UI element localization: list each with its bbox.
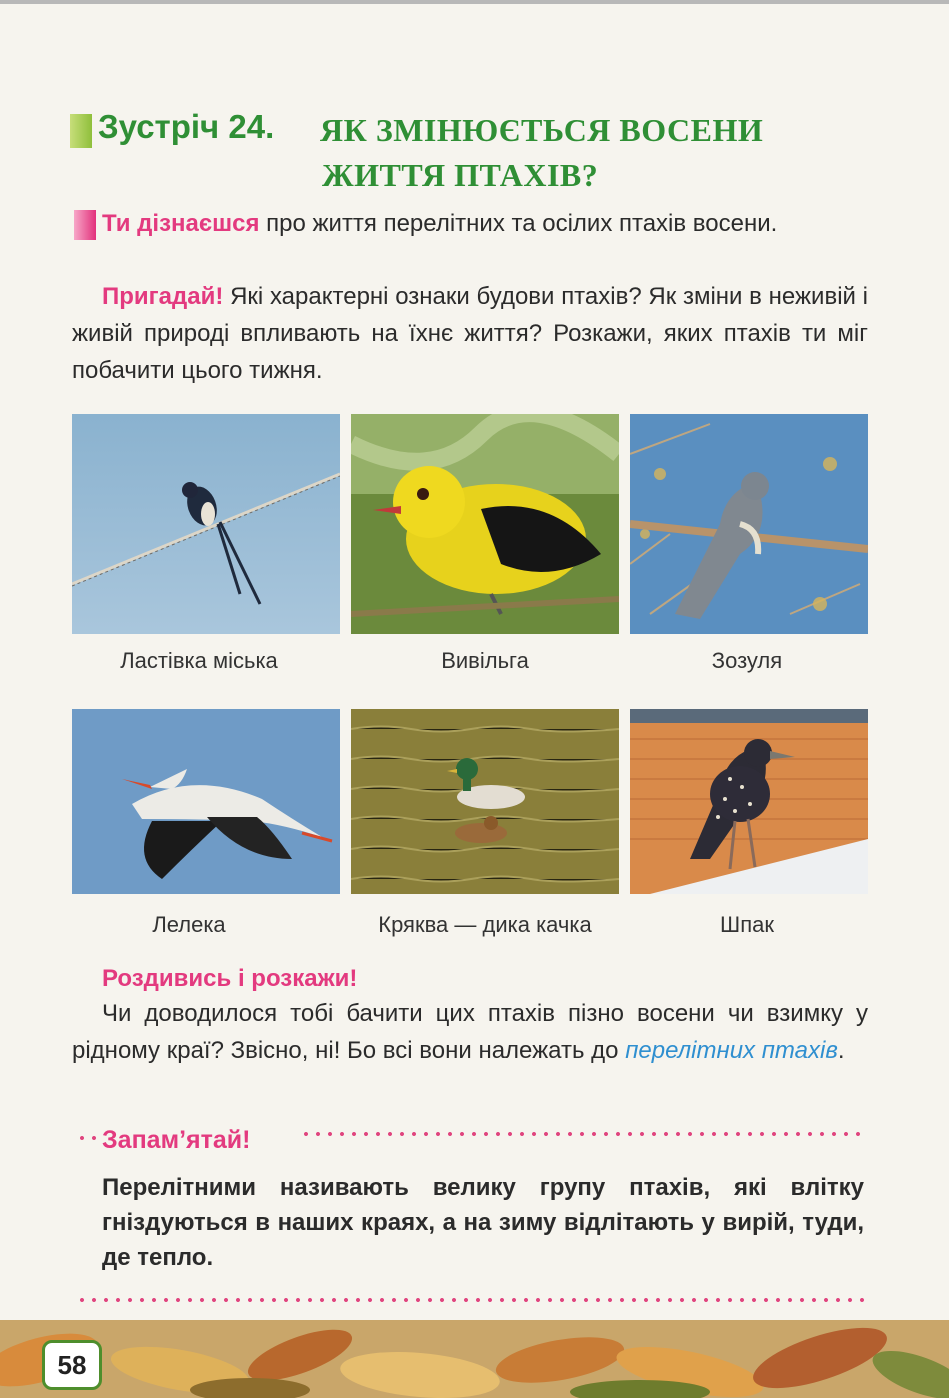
look-text: Чи доводилося тобі бачити цих птахів пізно восени чи взимку у рідному краї? Звісно, ні! Бо всі вони належать до (72, 1000, 868, 1064)
look-heading-row (102, 960, 868, 997)
caption-stork: Лелека (152, 912, 226, 937)
starling-photo (630, 709, 898, 894)
title-marker (70, 114, 92, 148)
lesson-number: Зустріч 24. (98, 108, 275, 145)
mallard-photo (351, 709, 619, 894)
intro-paragraph (102, 205, 868, 242)
caption-swallow: Ластівка міська (120, 648, 278, 673)
intro-lead: Ти дізнаєшся (102, 210, 260, 237)
caption-starling: Шпак (720, 912, 774, 937)
remember-dots-left (76, 1136, 98, 1140)
recall-lead: Пригадай! (102, 283, 224, 310)
look-heading: Роздивись і розкажи! (102, 965, 358, 992)
remember-heading: Запам’ятай! (102, 1126, 251, 1154)
recall-paragraph (72, 278, 868, 389)
caption-oriole: Вивільга (441, 648, 529, 673)
swallow-photo (72, 414, 340, 634)
caption-cuckoo: Зозуля (711, 648, 783, 673)
lesson-title-line2: ЖИТТЯ ПТАХІВ? (322, 157, 599, 193)
autumn-leaves-footer (0, 1320, 949, 1398)
top-rule (0, 0, 949, 4)
oriole-photo (351, 414, 619, 634)
remember-dots-bottom (76, 1298, 864, 1302)
recall-text: Які характерні ознаки будови птахів? Як зміни в неживій і живій природі впливають на їхнє життя? Розкажи, яких птахів ти міг побачити цього тижня. (72, 283, 868, 384)
lesson-title (320, 108, 763, 198)
caption-mallard: Кряква — дика качка (378, 912, 592, 937)
intro-marker (74, 210, 96, 240)
look-end: . (837, 1037, 845, 1064)
migratory-birds-term: перелітних птахів (625, 1037, 838, 1064)
remember-text: Перелітними називають велику групу птахів, які влітку гніздуються в наших краях, а на зиму відлітають у вирій, туди, де тепло. (102, 1174, 864, 1271)
page-number: 58 (42, 1340, 102, 1390)
cuckoo-photo (630, 414, 898, 634)
stork-photo (72, 709, 340, 894)
intro-text: про життя перелітних та осілих птахів восени. (259, 210, 778, 237)
lesson-title-line1: ЯК ЗМІНЮЄТЬСЯ ВОСЕНИ (320, 112, 764, 148)
look-paragraph (72, 995, 868, 1069)
remember-dots-top (300, 1132, 864, 1136)
